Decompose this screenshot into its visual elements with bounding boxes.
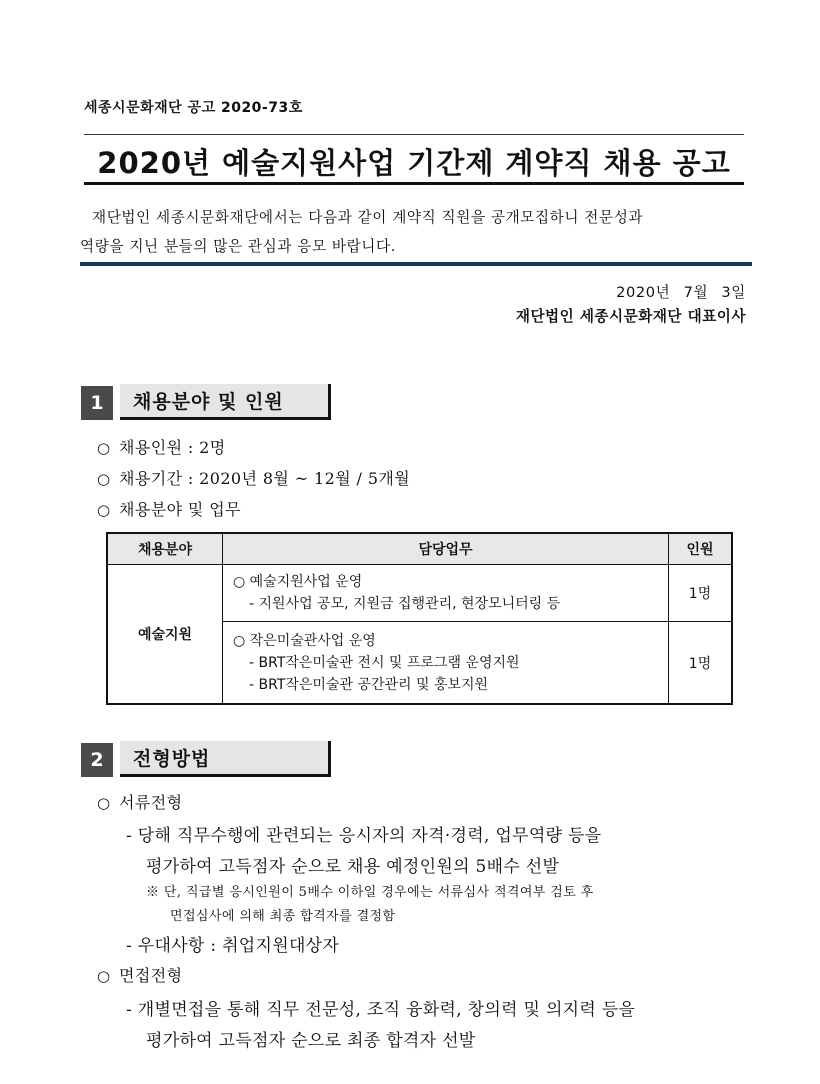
intro-line-2: 역량을 지닌 분들의 많은 관심과 응모 바랍니다. bbox=[80, 238, 396, 255]
bullet-circle-icon: ○ bbox=[97, 470, 111, 488]
interview-line-1: - 개별면접을 통해 직무 전문성, 조직 융화력, 창의력 및 의지력 등을 bbox=[126, 1000, 636, 1020]
bullet-field-duties bbox=[97, 497, 241, 520]
intro-divider bbox=[80, 262, 752, 266]
doc-screening-heading bbox=[97, 790, 182, 813]
count-cell: 1명 bbox=[669, 622, 733, 705]
table-header-row bbox=[107, 533, 732, 565]
jobs-table bbox=[106, 532, 733, 705]
interview-heading bbox=[97, 963, 182, 986]
intro-paragraph bbox=[80, 203, 752, 261]
title-bottom-rule bbox=[84, 182, 744, 185]
duty-item: - BRT작은미술관 전시 및 프로그램 운영지원 bbox=[249, 654, 520, 671]
section-1-number: 1 bbox=[81, 386, 113, 420]
bullet-headcount bbox=[97, 435, 226, 458]
interview-line-2: 평가하여 고득점자 순으로 최종 합격자 선발 bbox=[146, 1031, 476, 1051]
duty-title: ○ 예술지원사업 운영 bbox=[233, 574, 363, 590]
title-top-rule bbox=[84, 134, 744, 135]
bullet-text: 채용분야 및 업무 bbox=[119, 500, 241, 519]
table-header: 채용분야 bbox=[107, 533, 223, 565]
table-row bbox=[107, 565, 732, 622]
duty-cell bbox=[223, 565, 669, 622]
duty-cell bbox=[223, 622, 669, 705]
section-2-title: 전형방법 bbox=[120, 741, 331, 777]
duty-item: - BRT작은미술관 공간관리 및 홍보지원 bbox=[249, 676, 489, 693]
doc-screening-line-2: 평가하여 고득점자 순으로 채용 예정인원의 5배수 선발 bbox=[146, 857, 560, 877]
doc-screening-note-1: ※ 단, 직급별 응시인원이 5배수 이하일 경우에는 서류심사 적격여부 검토 후 bbox=[146, 885, 594, 900]
doc-screening-line-1: - 당해 직무수행에 관련되는 응시자의 자격·경력, 업무역량 등을 bbox=[126, 826, 602, 846]
bullet-text: 채용인원 : 2명 bbox=[119, 438, 226, 457]
duty-title: ○ 작은미술관사업 운영 bbox=[233, 632, 376, 649]
bullet-circle-icon: ○ bbox=[97, 439, 111, 457]
section-1-title: 채용분야 및 인원 bbox=[120, 384, 331, 420]
count-cell: 1명 bbox=[669, 565, 733, 622]
issuer-name: 재단법인 세종시문화재단 대표이사 bbox=[515, 308, 746, 325]
notice-number: 세종시문화재단 공고 2020-73호 bbox=[84, 100, 303, 116]
section-2-number: 2 bbox=[81, 743, 113, 777]
bullet-circle-icon: ○ bbox=[97, 501, 111, 519]
duty-item: - 지원사업 공모, 지원금 집행관리, 현장모니터링 등 bbox=[249, 596, 561, 612]
field-cell: 예술지원 bbox=[107, 565, 223, 705]
bullet-text: 채용기간 : 2020년 8월 ~ 12월 / 5개월 bbox=[119, 469, 411, 488]
bullet-circle-icon: ○ bbox=[97, 794, 111, 812]
bullet-period bbox=[97, 466, 410, 489]
preference-line: - 우대사항 : 취업지원대상자 bbox=[126, 936, 340, 956]
table-header: 인원 bbox=[669, 533, 733, 565]
bullet-text: 서류전형 bbox=[119, 793, 183, 812]
table-header: 담당업무 bbox=[223, 533, 669, 565]
bullet-text: 면접전형 bbox=[119, 966, 183, 985]
bullet-circle-icon: ○ bbox=[97, 967, 111, 985]
intro-line-1: 재단법인 세종시문화재단에서는 다음과 같이 계약직 직원을 공개모집하니 전문성과 bbox=[92, 209, 644, 226]
announcement-date: 2020년 7월 3일 bbox=[616, 284, 746, 301]
page-title: 2020년 예술지원사업 기간제 계약직 채용 공고 bbox=[97, 146, 731, 180]
doc-screening-note-2: 면접심사에 의해 최종 합격자를 결정함 bbox=[170, 909, 396, 924]
